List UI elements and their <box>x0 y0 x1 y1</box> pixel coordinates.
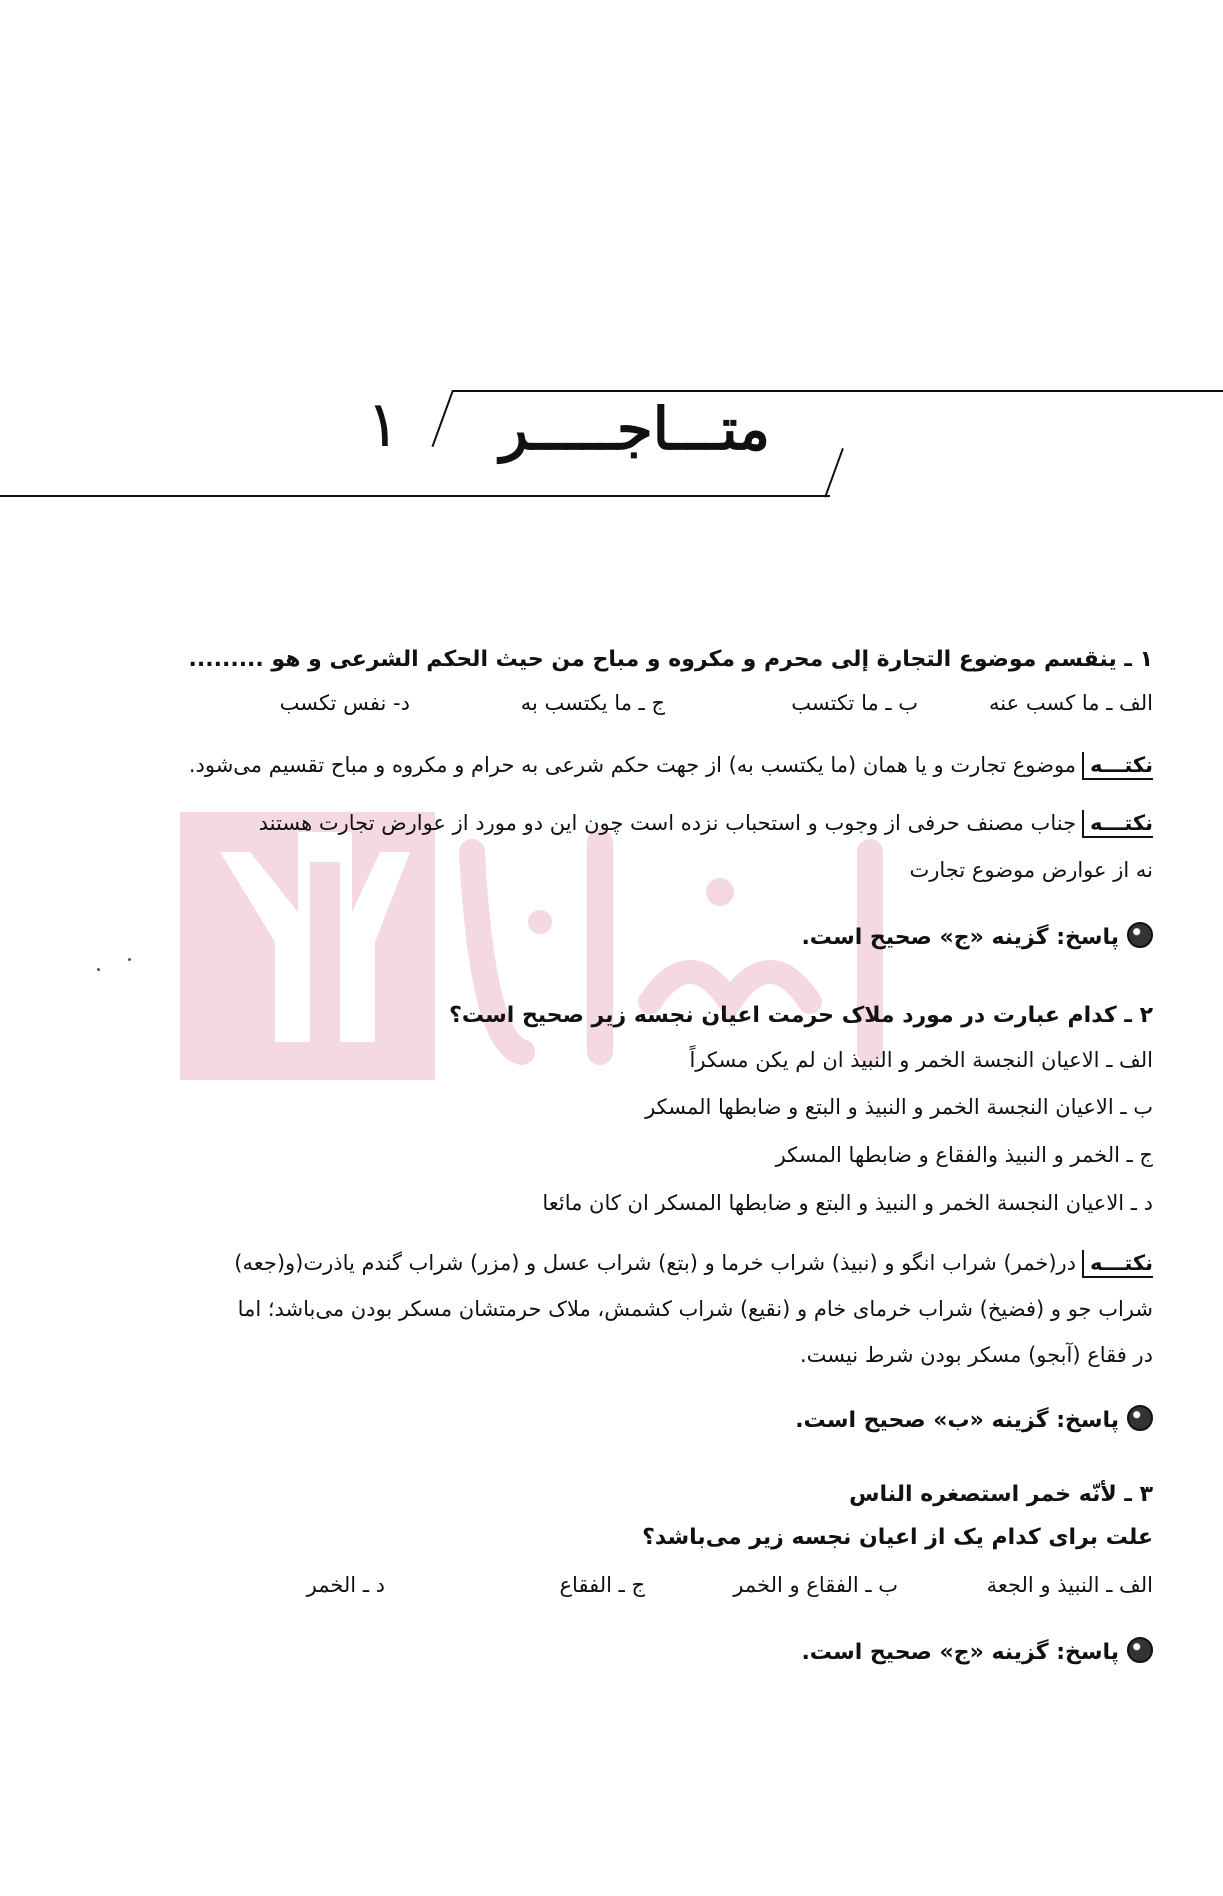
q1-option-a: الف ـ ما کسب عنه <box>989 691 1153 715</box>
answer-text: پاسخ: گزینه «ج» صحیح است. <box>801 925 1119 950</box>
q3-option-b: ب ـ الفقاع و الخمر <box>733 1573 898 1597</box>
pen-icon <box>1127 1405 1153 1431</box>
speck <box>128 958 131 961</box>
note-text: موضوع تجارت و یا همان (ما یکتسب به) از جهت حکم شرعی به حرام و مکروه و مباح تقسیم می‌شود. <box>188 753 1077 777</box>
q2-note <box>113 1248 1153 1278</box>
pen-icon <box>1127 1637 1153 1663</box>
q2-option-c: ج ـ الخمر و النبیذ والفقاع و ضابطها المسکر <box>775 1143 1153 1167</box>
note-text: در(خمر) شراب انگو و (نبیذ) شراب خرما و (بتع) شراب عسل و (مزر) شراب گندم یاذرت(و(جعه) <box>234 1251 1077 1275</box>
chapter-title: متـــاجـــــر <box>499 395 771 463</box>
q1-note-2-cont: نه از عوارض موضوع تجارت <box>909 858 1153 882</box>
q2-note-line-3: در فقاع (آبجو) مسکر بودن شرط نیست. <box>799 1343 1153 1367</box>
question-2: ۲ ـ کدام عبارت در مورد ملاک حرمت اعیان نجسه زیر صحیح است؟ <box>449 1003 1153 1028</box>
note-label: نکتـــه <box>1082 752 1153 780</box>
q1-option-c: ج ـ ما یکتسب به <box>520 691 665 715</box>
answer-1 <box>801 922 1153 953</box>
q3-option-a: الف ـ النبیذ و الجعة <box>986 1573 1153 1597</box>
q2-note-line-2: شراب جو و (فضیخ) شراب خرمای خام و (نقیع) شراب کشمش، ملاک حرمتشان مسکر بودن می‌باشد؛ اما <box>237 1297 1153 1321</box>
answer-3 <box>801 1637 1153 1668</box>
pen-icon <box>1127 922 1153 948</box>
q1-option-b: ب ـ ما تکتسب <box>791 691 918 715</box>
question-3-options <box>273 1570 1153 1600</box>
q3-option-c: ج ـ الفقاع <box>559 1573 645 1597</box>
note-label: نکتـــه <box>1082 1250 1153 1278</box>
chapter-number: ۱ <box>365 388 401 462</box>
question-3-line-2: علت برای کدام یک از اعیان نجسه زیر می‌باشد؟ <box>642 1525 1153 1550</box>
header-top-rule <box>452 390 1223 392</box>
answer-text: پاسخ: گزینه «ج» صحیح است. <box>801 1640 1119 1665</box>
q1-note-1 <box>189 750 1153 780</box>
speck <box>97 968 100 971</box>
answer-text: پاسخ: گزینه «ب» صحیح است. <box>795 1408 1119 1433</box>
question-1: ۱ ـ ینقسم موضوع التجارة إلی محرم و مکروه و مباح من حیث الحکم الشرعی و هو ......... <box>188 647 1153 672</box>
q3-option-d: د ـ الخمر <box>306 1573 385 1597</box>
question-3-line-1: ۳ ـ لأنّه خمر استصغره الناس <box>849 1482 1153 1507</box>
q2-option-b: ب ـ الاعیان النجسة الخمر و النبیذ و البتع و ضابطها المسکر <box>645 1095 1153 1119</box>
q2-option-d: د ـ الاعیان النجسة الخمر و النبیذ و البتع و ضابطها المسکر ان کان مائعا <box>542 1191 1153 1215</box>
q1-option-d: د- نفس تکسب <box>279 691 410 715</box>
note-label: نکتـــه <box>1082 810 1153 838</box>
header-bottom-rule <box>0 495 830 497</box>
question-1-options <box>203 688 1153 718</box>
q1-note-2 <box>113 808 1153 838</box>
answer-2 <box>795 1405 1153 1436</box>
note-text: جناب مصنف حرفی از وجوب و استحباب نزده است چون این دو مورد از عوارض تجارت هستند <box>258 811 1077 835</box>
q2-option-a: الف ـ الاعیان النجسة الخمر و النبیذ ان لم یکن مسکراً <box>689 1048 1153 1072</box>
